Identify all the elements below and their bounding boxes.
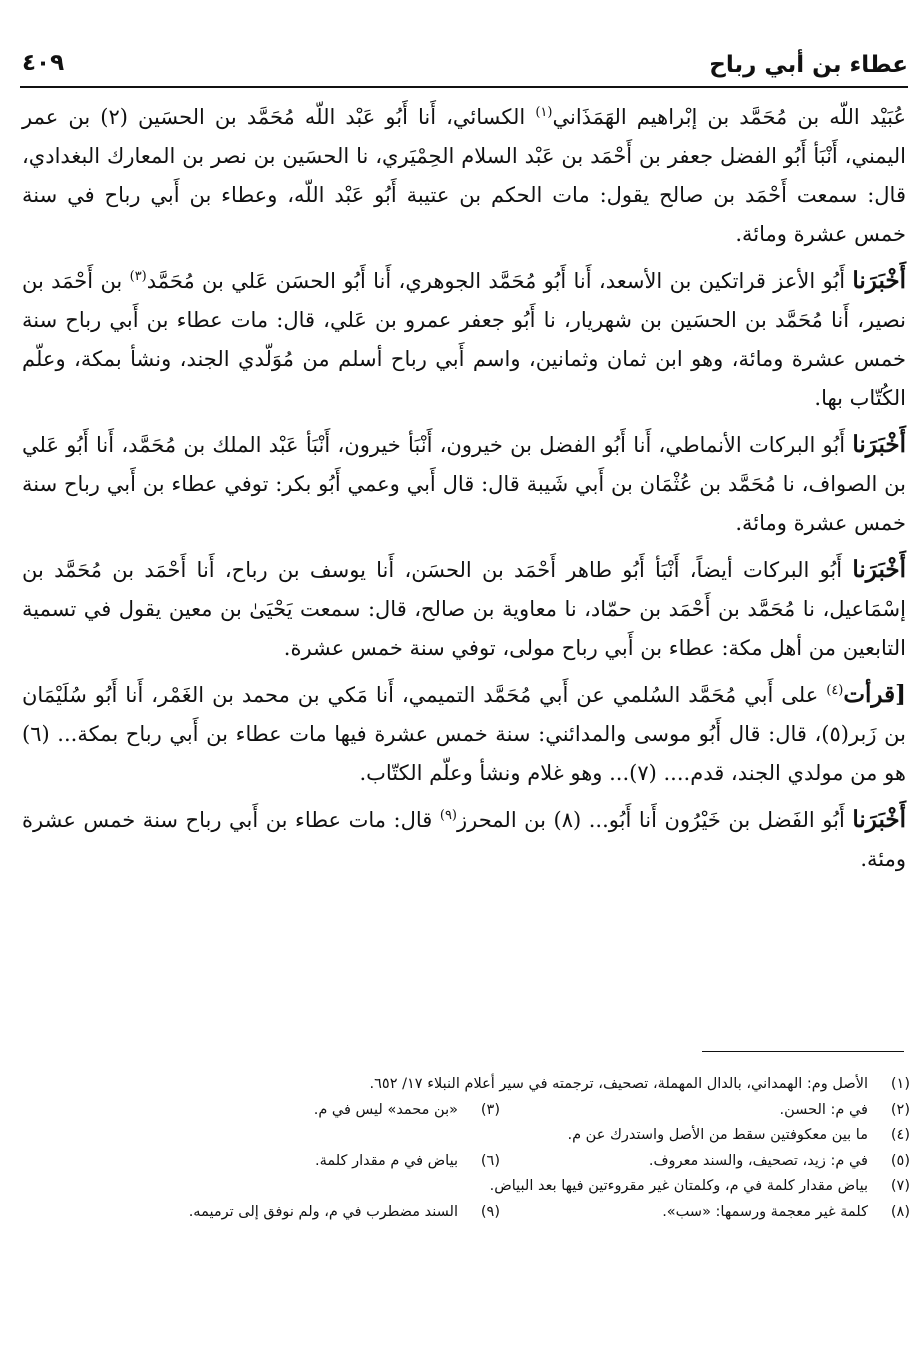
paragraph-text: أَبُو البركات الأنماطي، أَنا أَبُو الفضل بن خيرون، أَنْبَأ خيرون، أَنْبَأ عَبْد الملك بن مُحَمَّد، أَنا أَبُو عَلي بن الصواف، نا مُحَمَّد بن عُثْمَان بن أَبي شَيبة قال: قال أَبي وعمي أَبُو بكر: توفي عطاء بن أَبي رباح سنة خمس عشرة ومائة. [22,433,906,535]
footnote-text: ما بين معكوفتين سقط من الأصل واستدرك عن م. [567,1127,868,1143]
footnote-line [90,1072,910,1098]
footnote-line [90,1149,910,1175]
footnote-number: (٥) [890,1152,910,1169]
footnote-text: السند مضطرب في م، ولم نوفق إلى ترميمه. [188,1203,458,1220]
running-header [22,44,908,84]
paragraph [22,800,906,879]
footnote-text: الأصل وم: الهمداني، بالدال المهملة، تصحيف، ترجمته في سير أعلام النبلاء ١٧/ ٦٥٢. [369,1076,868,1092]
footnote-text: «بن محمد» ليس في م. [313,1101,458,1118]
paragraph-text: أَبُو البركات أيضاً، أَنْبَأ أَبُو طاهر أَحْمَد بن الحسَن، أَنا يوسف بن رباح، أَنا أَحْمَد بن مُحَمَّد بن إسْمَاعيل، نا مُحَمَّد بن أَحْمَد بن حمّاد، نا معاوية بن صالح، قال: سمعت يَحْيَىٰ بن معين يقول في تسمية التابعين من أهل مكة: عطاء بن أَبي رباح مولى، توفي سنة خمس عشرة. [22,558,906,660]
paragraph-text: أَبُو الفَضل بن خَيْرُون أَنا أَبُو... (٨) بن المحرز [457,808,853,832]
footnote-number: (٩) [480,1203,500,1220]
footnote [315,1149,500,1175]
footnote-line [90,1098,910,1124]
footnote-line [90,1123,910,1149]
footnote-number: (١) [890,1076,910,1092]
footnote-number: (٢) [890,1101,910,1118]
footnote-line [90,1174,910,1200]
paragraph-text: أَبُو الأعز قراتكين بن الأسعد، أَنا أَبُو مُحَمَّد الجوهري، أَنا أَبُو الحسَن عَلي بن مُحَمَّد [146,269,853,293]
paragraph-text: على أَبي مُحَمَّد السُلمي عن أَبي مُحَمَّد التميمي، أَنا مَكي بن محمد بن الغَمْر، أَنا أَبُو سُلَيْمَان بن زَبر(٥)، قال: قال أَبُو موسى والمدائني: سنة خمس عشرة فيها مات عطاء بن أَبي رباح بمكة... (٦) هو من مولدي الجند، قدم.... (٧)... وهو غلام ونشأ وعلّم الكتّاب. [22,683,906,785]
footnote [189,1200,500,1226]
footnote-text: في م: الحسن. [779,1101,868,1118]
footnote [567,1123,910,1149]
footnote-number: (٦) [480,1152,500,1169]
paragraph [22,675,906,793]
paragraph-text: قال: مات عطاء بن أَبي رباح سنة خمس عشرة ومئة. [22,808,906,871]
footnote-text: في م: زيد، تصحيف، والسند معروف. [648,1152,868,1169]
footnote [314,1098,500,1124]
footnote-number: (٧) [890,1178,910,1194]
footnote-ref: (١) [535,105,553,120]
footnote [500,1200,910,1226]
footnote-ref: (٩) [439,808,457,823]
footnote [370,1072,910,1098]
paragraph-lead-word: أَخْبَرَنا [852,806,907,833]
paragraph-lead-word: أَخْبَرَنا [852,431,906,458]
footnotes [90,1072,910,1225]
paragraph [22,425,906,543]
paragraph [22,550,906,668]
paragraph-text: عُبَيْد اللّه بن مُحَمَّد بن إبْراهيم الهَمَذَاني [552,105,906,129]
paragraph-lead-word: أَخْبَرَنا [852,556,906,583]
paragraph [22,261,906,418]
header-rule [20,86,908,88]
footnote-line [90,1200,910,1226]
footnote [490,1174,910,1200]
footnote-number: (٣) [480,1101,500,1118]
footnote [500,1149,910,1175]
footnote-text: بياض في م مقدار كلمة. [314,1152,458,1169]
footnote-ref: (٤) [826,683,844,698]
footnote-number: (٤) [890,1127,910,1143]
paragraph-text: بن أَحْمَد بن نصير، أَنا مُحَمَّد بن الحسَين بن شهريار، نا أَبُو جعفر عمرو بن عَلي، قال: مات عطاء بن أَبي رباح سنة خمس عشرة ومائة، وهو ابن ثمان وثمانين، واسم أَبي رباح أسلم من مُوَلّدي الجند، ونشأ بمكة، وعلّم الكُتّاب بها. [22,269,906,410]
paragraph [22,98,906,254]
footnote-number: (٨) [890,1203,910,1220]
footnote-ref: (٣) [129,269,147,284]
paragraph-text: الكسائي، أَنا أَبُو عَبْد اللّه مُحَمَّد بن الحسَين (٢) بن عمر اليمني، أَنْبَأ أَبُو الفضل جعفر بن أَحْمَد بن عَبْد السلام الحِمْيَري، نا الحسَين بن نصر بن المعارك البغدادي، قال: سمعت أَحْمَد بن صالح يقول: مات الحكم بن عتيبة أَبُو عَبْد اللّه، وعطاء بن أَبي رباح في سنة خمس عشرة ومائة. [22,105,906,246]
page-number: ٤٠٩ [22,50,65,76]
paragraph-lead-word: [قرأت [843,681,906,708]
footnote-text: كلمة غير معجمة ورسمها: «سب». [662,1203,868,1220]
footnote [500,1098,910,1124]
footnote-separator [702,1051,904,1052]
main-text [22,98,906,886]
running-title: عطاء بن أبي رباح [709,52,908,78]
paragraph-lead-word: أَخْبَرَنا [852,267,907,294]
footnote-text: بياض مقدار كلمة في م، وكلمتان غير مقروءتين فيها بعد البياض. [489,1178,868,1194]
